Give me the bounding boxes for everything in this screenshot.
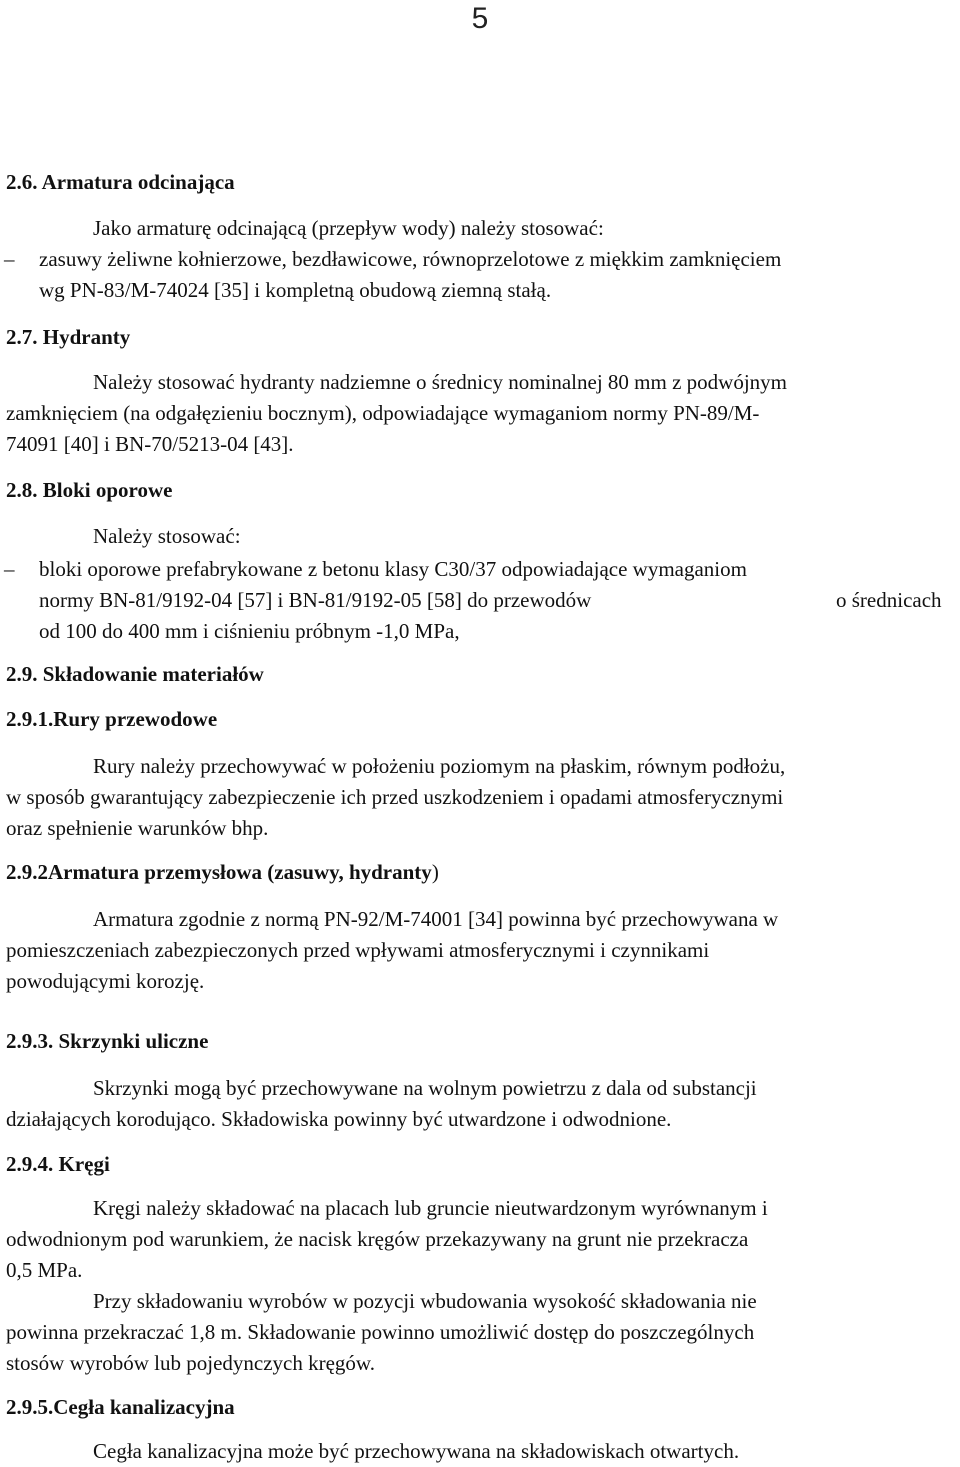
section-2-9-4-line5: powinna przekraczać 1,8 m. Składowanie powinno umożliwić dostęp do poszczególnych [6,1320,755,1344]
section-2-9-5-line1: Cegła kanalizacyjna może być przechowywana na składowiskach otwartych. [93,1439,740,1463]
section-2-9-2-heading-bold: 2.9.2Armatura przemysłowa (zasuwy, hydranty [6,860,432,884]
section-2-6-bullet-line2: wg PN-83/M-74024 [35] i kompletną obudową ziemną stałą. [39,278,552,302]
section-2-8-bullet-line2b: o średnicach [836,588,942,612]
section-2-6-heading: 2.6. Armatura odcinająca [6,170,235,194]
section-2-9-heading: 2.9. Składowanie materiałów [6,662,264,686]
section-2-9-2-line2: pomieszczeniach zabezpieczonych przed wpływami atmosferycznymi i czynnikami [6,938,710,962]
section-2-9-5-heading: 2.9.5.Cegła kanalizacyjna [6,1395,235,1419]
section-2-9-2-line3: powodującymi korozję. [6,969,205,993]
section-2-8-bullet-line1: bloki oporowe prefabrykowane z betonu klasy C30/37 odpowiadające wymaganiom [39,557,747,581]
page-number: 5 [471,2,489,35]
section-2-9-4-line4: Przy składowaniu wyrobów w pozycji wbudowania wysokość składowania nie [93,1289,757,1313]
section-2-9-3-line1: Skrzynki mogą być przechowywane na wolnym powietrzu z dala od substancji [93,1076,757,1100]
section-2-9-2-heading-tail: ) [431,860,439,884]
section-2-9-2-line1: Armatura zgodnie z normą PN-92/M-74001 [34] powinna być przechowywana w [93,907,779,931]
section-2-9-3-line2: działających korodująco. Składowiska powinny być utwardzone i odwodnione. [6,1107,672,1131]
section-2-9-1-line1: Rury należy przechowywać w położeniu poziomym na płaskim, równym podłożu, [93,754,786,778]
section-2-9-1-heading: 2.9.1.Rury przewodowe [6,707,218,731]
section-2-9-3-heading: 2.9.3. Skrzynki uliczne [6,1029,209,1053]
section-2-9-4-line2: odwodnionym pod warunkiem, że nacisk kręgów przekazywany na grunt nie przekracza [6,1227,749,1251]
section-2-7-line1: Należy stosować hydranty nadziemne o średnicy nominalnej 80 mm z podwójnym [93,370,787,394]
section-2-6-intro: Jako armaturę odcinającą (przepływ wody) należy stosować: [93,216,604,240]
section-2-7-line2: zamknięciem (na odgałęzieniu bocznym), odpowiadające wymaganiom normy PN-89/M- [6,401,760,425]
section-2-7-line3: 74091 [40] i BN-70/5213-04 [43]. [6,432,294,456]
section-2-8-bullet-line3: od 100 do 400 mm i ciśnieniu próbnym -1,0 MPa, [39,619,460,643]
section-2-8-bullet-line2a: normy BN-81/9192-04 [57] i BN-81/9192-05 [58] do przewodów [39,588,592,612]
section-2-9-1-line3: oraz spełnienie warunków bhp. [6,816,269,840]
section-2-8-heading: 2.8. Bloki oporowe [6,478,173,502]
section-2-9-4-line3: 0,5 MPa. [6,1258,83,1282]
section-2-9-4-heading: 2.9.4. Kręgi [6,1152,110,1176]
section-2-9-1-line2: w sposób gwarantujący zabezpieczenie ich przed uszkodzeniem i opadami atmosferycznymi [6,785,784,809]
section-2-6-bullet-line1: zasuwy żeliwne kołnierzowe, bezdławicowe, równoprzelotowe z miękkim zamknięciem [39,247,782,271]
bullet-dash: – [4,557,15,581]
bullet-dash: – [4,247,15,271]
section-2-9-4-line1: Kręgi należy składować na placach lub gruncie nieutwardzonym wyrównanym i [93,1196,768,1220]
section-2-9-2-heading [6,860,439,885]
section-2-9-4-line6: stosów wyrobów lub pojedynczych kręgów. [6,1351,375,1375]
section-2-8-intro: Należy stosować: [93,524,241,548]
section-2-7-heading: 2.7. Hydranty [6,325,131,349]
